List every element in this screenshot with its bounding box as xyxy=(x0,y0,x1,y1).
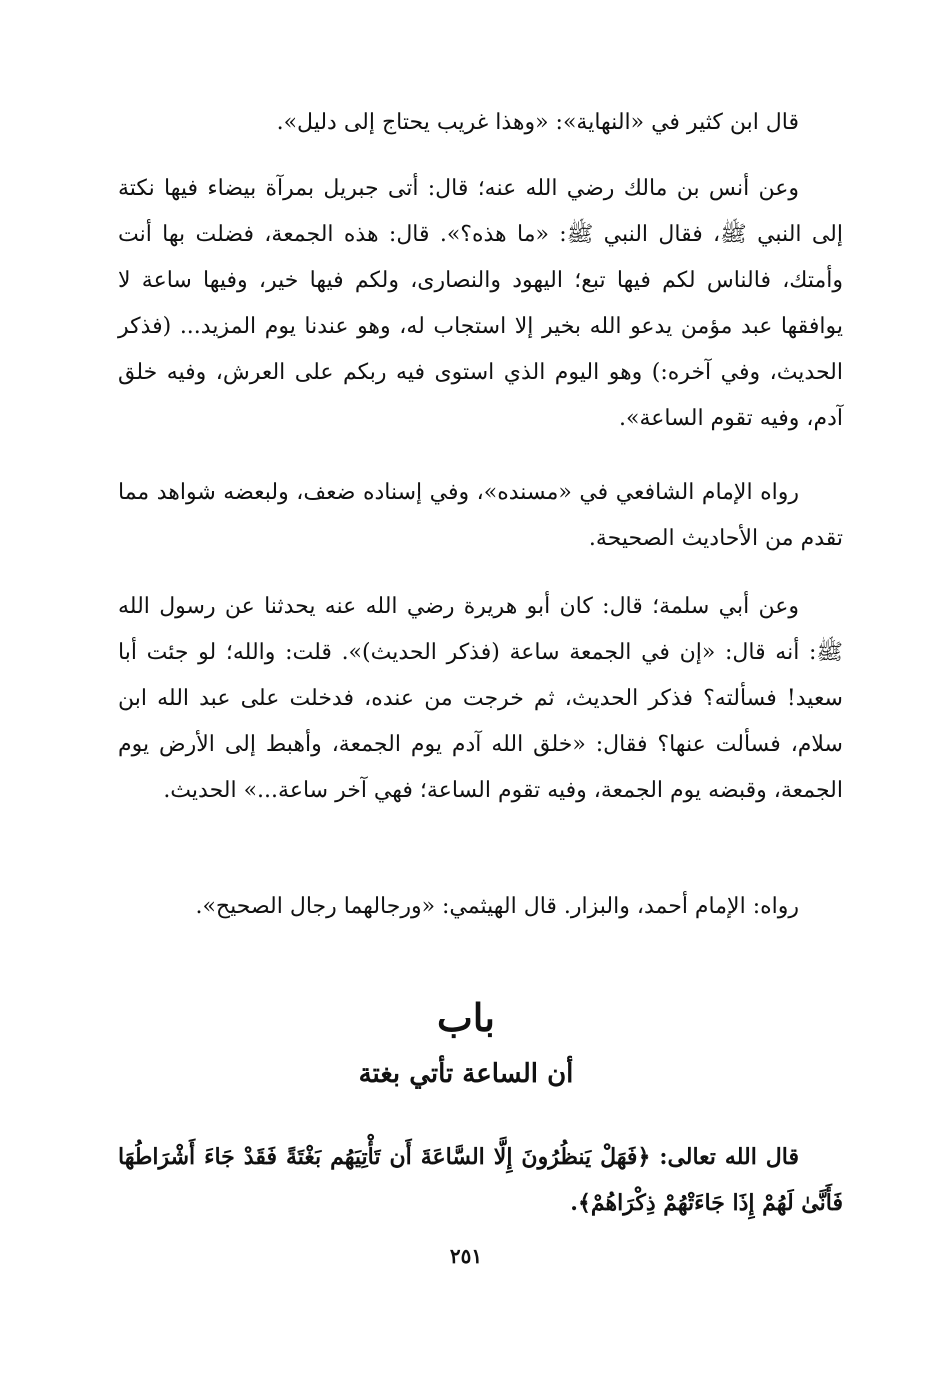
chapter-heading: باب xyxy=(437,995,495,1040)
page-number: ٢٥١ xyxy=(449,1244,483,1268)
paragraph-quran-verse: قال الله تعالى: ﴿فَهَلْ يَنظُرُونَ إِلَّا السَّاعَةَ أَن تَأْتِيَهُم بَغْتَةً فَقَدْ جَاءَ أَشْرَاطُهَا فَأَنَّىٰ لَهُمْ إِذَا جَاءَتْهُمْ ذِكْرَاهُمْ﴾. xyxy=(118,1144,843,1216)
chapter-subtitle: أن الساعة تأتي بغتة xyxy=(358,1059,574,1089)
paragraph-shafii-narration: رواه الإمام الشافعي في «مسنده»، وفي إسناده ضعف، ولبعضه شواهد مما تقدم من الأحاديث الصحيحة. xyxy=(118,480,843,551)
paragraph-anas-hadith: وعن أنس بن مالك رضي الله عنه؛ قال: أتى جبريل بمرآة بيضاء فيها نكتة إلى النبي ﷺ، فقال النبي ﷺ: «ما هذه؟». قال: هذه الجمعة، فضلت بها أنت وأمتك، فالناس لكم فيها تبع؛ اليهود والنصارى، ولكم فيها خير، وفيها ساعة لا يوافقها عبد مؤمن يدعو الله بخير إلا استجاب له، وهو عندنا يوم المزيد... (فذكر الحديث، وفي آخره:) وهو اليوم الذي استوى فيه ربكم على العرش، وفيه خلق آدم، وفيه تقوم الساعة». xyxy=(118,176,843,431)
paragraph-ahmad-bazzar-narration: رواه: الإمام أحمد، والبزار. قال الهيثمي: «ورجالهما رجال الصحيح». xyxy=(195,894,799,919)
paragraph-abu-salama-hadith: وعن أبي سلمة؛ قال: كان أبو هريرة رضي الله عنه يحدثنا عن رسول الله ﷺ: أنه قال: «إن في الجمعة ساعة (فذكر الحديث)». قلت: والله؛ لو جئت أبا سعيد! فسألته؟ فذكر الحديث، ثم خرجت من عنده، فدخلت على عبد الله ابن سلام، فسألت عنها؟ فقال: «خلق الله آدم يوم الجمعة، وأهبط إلى الأرض يوم الجمعة، وقبضه يوم الجمعة، وفيه تقوم الساعة؛ فهي آخر ساعة...» الحديث. xyxy=(118,594,843,803)
paragraph-ibn-kathir-quote: قال ابن كثير في «النهاية»: «وهذا غريب يحتاج إلى دليل». xyxy=(276,110,799,135)
